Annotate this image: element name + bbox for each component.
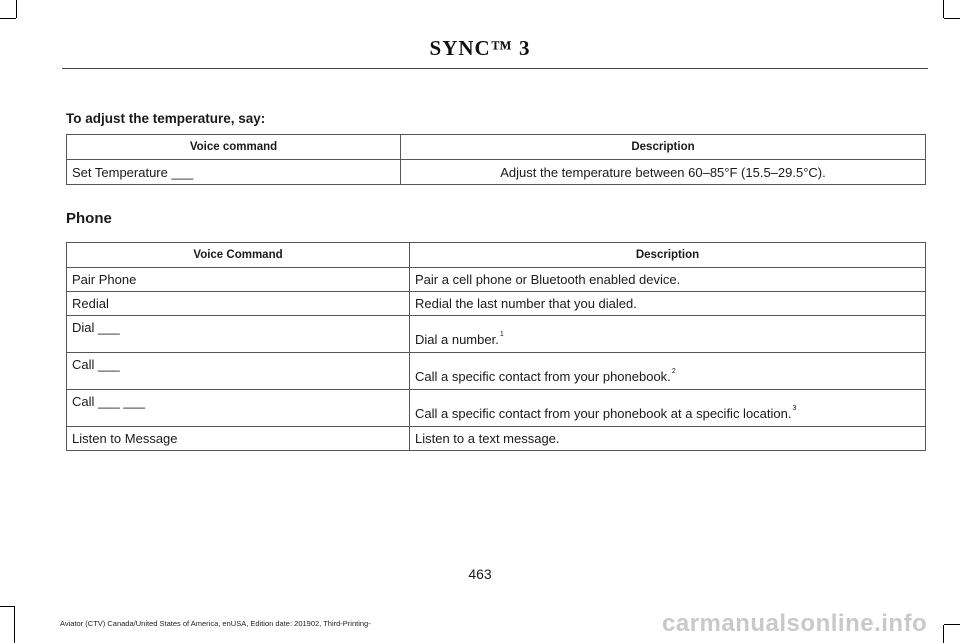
crop-mark (14, 606, 15, 643)
temperature-intro: To adjust the temperature, say: (66, 111, 266, 126)
description-cell (410, 316, 926, 353)
header-divider (62, 68, 928, 69)
table-header-row (67, 135, 926, 160)
footnote-marker: 2 (671, 368, 676, 375)
voice-command-cell: Call ___ ___ (67, 390, 410, 427)
crop-mark (0, 18, 16, 19)
description-cell (410, 390, 926, 427)
description-cell (410, 292, 926, 316)
page-number: 463 (468, 566, 492, 582)
phone-commands-table (66, 242, 926, 451)
description-text: Pair a cell phone or Bluetooth enabled device. (415, 272, 681, 287)
description-cell (410, 427, 926, 451)
description-cell: Adjust the temperature between 60–85°F (15.5–29.5°C). (401, 160, 926, 185)
voice-command-cell: Dial ___ (67, 316, 410, 353)
table-row (67, 427, 926, 451)
column-header: Voice command (67, 135, 401, 160)
crop-mark (944, 624, 960, 625)
description-cell (410, 268, 926, 292)
column-header: Description (401, 135, 926, 160)
watermark: carmanualsonline.info (662, 610, 928, 637)
table-header-row (67, 243, 926, 268)
description-cell (410, 353, 926, 390)
edition-footer: Aviator (CTV) Canada/United States of America, enUSA, Edition date: 201902, Third-Printing- (60, 619, 371, 628)
crop-mark (0, 606, 14, 607)
table-row (67, 390, 926, 427)
column-header: Voice Command (67, 243, 410, 268)
voice-command-cell: Call ___ (67, 353, 410, 390)
crop-mark (943, 0, 944, 18)
description-text: Call a specific contact from your phonebook. (415, 369, 671, 384)
section-heading-phone: Phone (66, 210, 112, 227)
footnote-marker: 1 (499, 331, 504, 338)
crop-mark (944, 18, 960, 19)
description-text: Dial a number. (415, 332, 499, 347)
table-row (67, 160, 926, 185)
description-text: Redial the last number that you dialed. (415, 296, 637, 311)
table-row (67, 268, 926, 292)
voice-command-cell: Redial (67, 292, 410, 316)
description-text: Call a specific contact from your phonebook at a specific location. (415, 406, 792, 421)
voice-command-cell: Pair Phone (67, 268, 410, 292)
crop-mark (943, 625, 944, 643)
footnote-marker: 3 (792, 405, 797, 412)
table-row (67, 292, 926, 316)
description-text: Listen to a text message. (415, 431, 560, 446)
voice-command-cell: Set Temperature ___ (67, 160, 401, 185)
crop-mark (16, 0, 17, 18)
voice-command-cell: Listen to Message (67, 427, 410, 451)
temperature-table (66, 134, 926, 185)
table-row (67, 353, 926, 390)
table-row (67, 316, 926, 353)
page-header-title: SYNC™ 3 (429, 36, 531, 60)
column-header: Description (410, 243, 926, 268)
